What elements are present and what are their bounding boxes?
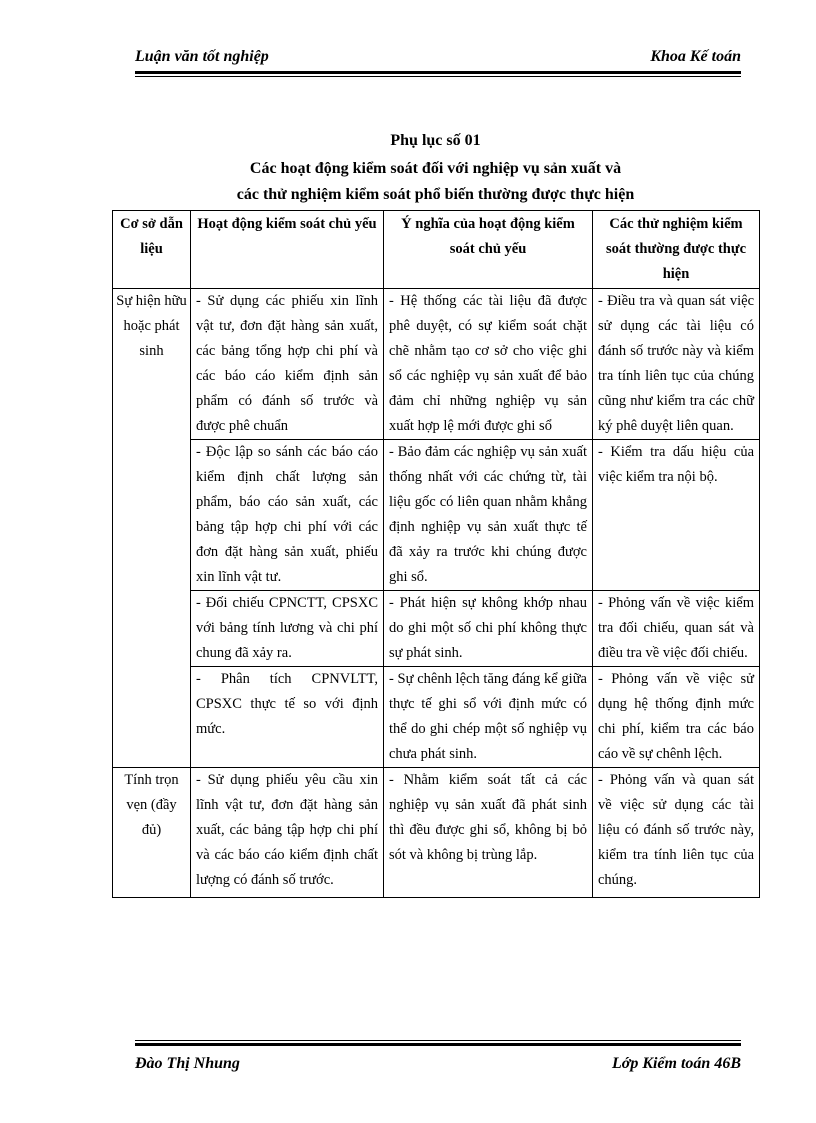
- header-rule-thin: [135, 76, 741, 77]
- test-cell: - Phỏng vấn về việc sử dụng hệ thống định mức chi phí, kiểm tra các báo cáo về sự chênh lệch.: [593, 667, 760, 768]
- test-cell: - Kiểm tra dấu hiệu của việc kiểm tra nội bộ.: [593, 440, 760, 591]
- test-cell: - Phỏng vấn về việc kiểm tra đối chiếu, quan sát và điều tra về việc đối chiếu.: [593, 591, 760, 667]
- activity-cell: - Sử dụng các phiếu xin lĩnh vật tư, đơn đặt hàng sản xuất, các bảng tổng hợp chi phí và các báo cáo kiểm định sản phẩm có đánh số trước và được phê chuẩn: [191, 289, 384, 440]
- footer-class: Lớp Kiểm toán 46B: [611, 1055, 741, 1072]
- activity-cell: - Đối chiếu CPNCTT, CPSXC với bảng tính lương và chi phí chung đã xảy ra.: [191, 591, 384, 667]
- header-thesis-label: Luận văn tốt nghiệp: [135, 48, 269, 65]
- appendix-title-line-2: các thử nghiệm kiểm soát phổ biến thường được thực hiện: [236, 186, 635, 203]
- table-row: [113, 768, 760, 898]
- table-row: [113, 440, 760, 591]
- meaning-cell: - Bảo đảm các nghiệp vụ sản xuất thống nhất với các chứng từ, tài liệu gốc có liên quan nhằm khẳng định nghiệp vụ sản xuất thực tế đã xảy ra trước khi chúng được ghi sổ.: [384, 440, 593, 591]
- meaning-cell: - Phát hiện sự không khớp nhau do ghi một số chi phí không thực sự phát sinh.: [384, 591, 593, 667]
- meaning-cell: - Nhằm kiểm soát tất cả các nghiệp vụ sản xuất đã phát sinh thì đều được ghi sổ, không bị bỏ sót và không bị trùng lắp.: [384, 768, 593, 898]
- basis-cell: Sự hiện hữu hoặc phát sinh: [113, 289, 191, 768]
- test-cell: - Phỏng vấn và quan sát về việc sử dụng các tài liệu có đánh số trước này, kiểm tra tính liên tục của chúng.: [593, 768, 760, 898]
- header-activity: Hoạt động kiểm soát chủ yếu: [191, 211, 384, 289]
- activity-cell: - Độc lập so sánh các báo cáo kiểm định chất lượng sản phẩm, báo cáo sản xuất, các bảng tập hợp chi phí với các đơn đặt hàng sản xuất, phiếu xin lĩnh vật tư.: [191, 440, 384, 591]
- controls-table: [112, 210, 760, 898]
- footer-rule-thick: [135, 1043, 741, 1046]
- activity-cell: - Phân tích CPNVLTT, CPSXC thực tế so với định mức.: [191, 667, 384, 768]
- meaning-cell: - Hệ thống các tài liệu đã được phê duyệt, có sự kiểm soát chặt chẽ nhằm tạo cơ sở cho việc ghi sổ các nghiệp vụ sản xuất để bảo đảm chỉ những nghiệp vụ sản xuất hợp lệ mới được ghi sổ: [384, 289, 593, 440]
- header-test: Các thử nghiệm kiểm soát thường được thực hiện: [593, 211, 760, 289]
- appendix-title-line-1: Các hoạt động kiểm soát đối với nghiệp vụ sản xuất và: [249, 160, 622, 177]
- appendix-number: Phụ lục số 01: [390, 132, 481, 149]
- header-basis: Cơ sở dẫn liệu: [113, 211, 191, 289]
- footer-rule-thin: [135, 1040, 741, 1041]
- basis-cell: Tính trọn vẹn (đầy đủ): [113, 768, 191, 898]
- header-meaning: Ý nghĩa của hoạt động kiểm soát chủ yếu: [384, 211, 593, 289]
- table-row: [113, 667, 760, 768]
- table-row: [113, 289, 760, 440]
- test-cell: - Điều tra và quan sát việc sử dụng các tài liệu có đánh số trước này và kiểm tra tính liên tục của chúng cũng như kiểm tra các chữ ký phê duyệt liên quan.: [593, 289, 760, 440]
- activity-cell: - Sử dụng phiếu yêu cầu xin lĩnh vật tư, đơn đặt hàng sản xuất, các bảng tập hợp chi phí và các báo cáo kiểm định chất lượng có đánh số trước.: [191, 768, 384, 898]
- table-row: [113, 591, 760, 667]
- page-footer: [135, 1055, 741, 1077]
- header-rule-thick: [135, 71, 741, 74]
- meaning-cell: - Sự chênh lệch tăng đáng kể giữa thực tế ghi sổ với định mức có thể do ghi chép một số nghiệp vụ chưa phát sinh.: [384, 667, 593, 768]
- page-header: [135, 48, 741, 70]
- footer-author: Đào Thị Nhung: [135, 1055, 240, 1072]
- header-faculty-label: Khoa Kế toán: [650, 48, 741, 65]
- table-header-row: [113, 211, 760, 289]
